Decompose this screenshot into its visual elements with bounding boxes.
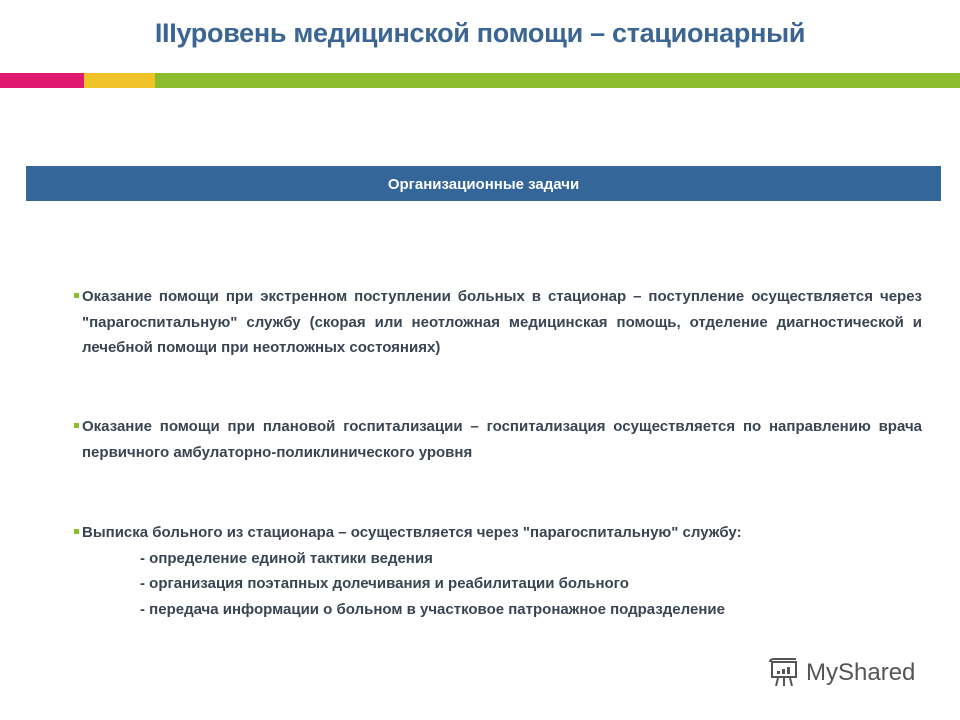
item-text: Выписка больного из стационара – осуществляется через "парагоспитальную" службу: [82, 524, 742, 541]
slide-title: IIIуровень медицинской помощи – стационарный [154, 18, 806, 48]
presentation-board-icon [768, 658, 800, 688]
list-item [82, 520, 922, 622]
list-item [82, 284, 922, 361]
item-text: Оказание помощи при экстренном поступлении больных в стационар – поступление осуществляется через "парагоспитальную" службу (скорая или неотложная медицинская помощь, отделение диагностической и лечебной помощи при неотложных состояниях) [82, 288, 922, 356]
stripe-yellow [84, 73, 155, 88]
item-text: Оказание помощи при плановой госпитализации – госпитализация осуществляется по направлению врача первичного амбулаторно-поликлинического уровня [82, 418, 922, 461]
bullet-icon [74, 293, 79, 298]
section-header: Организационные задачи [26, 166, 941, 201]
sub-item: - определение единой тактики ведения [140, 549, 433, 567]
watermark-text: MyShared [806, 659, 916, 686]
sub-item: - организация поэтапных долечивания и реабилитации больного [140, 575, 629, 592]
bullet-icon [74, 423, 79, 428]
bullet-icon [74, 529, 79, 534]
stripe-pink [0, 73, 84, 88]
stripe-green [155, 73, 960, 88]
list-item [82, 414, 922, 465]
sub-item: - передача информации о больном в участковое патронажное подразделение [140, 600, 725, 618]
watermark-logo [768, 658, 915, 688]
